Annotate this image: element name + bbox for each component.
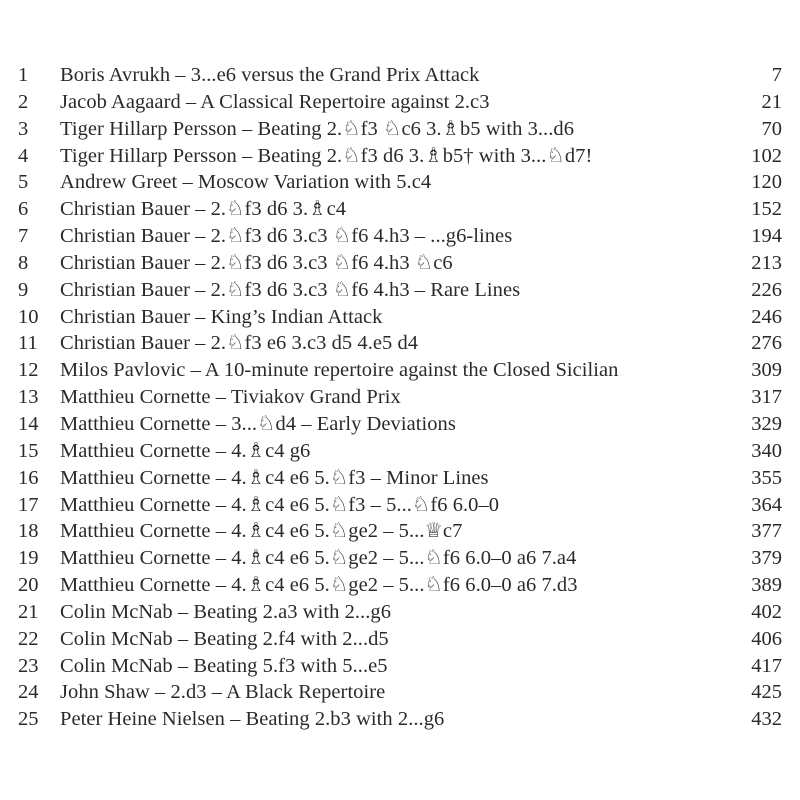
page-number: 7 xyxy=(771,64,782,86)
page-number: 364 xyxy=(751,493,782,516)
page-number: 425 xyxy=(751,681,782,704)
chapter-title: Jacob Aagaard – A Classical Repertoire against 2.c3 xyxy=(60,90,490,113)
page-number: 355 xyxy=(751,466,782,489)
page-number: 226 xyxy=(751,278,782,301)
page-number: 377 xyxy=(751,520,782,543)
toc-entry[interactable] xyxy=(0,599,800,626)
chapter-title: Christian Bauer – 2.♘f3 d6 3.c3 ♘f6 4.h3 – Rare Lines xyxy=(60,278,521,301)
toc-entry[interactable] xyxy=(0,89,800,116)
toc-entry[interactable] xyxy=(0,304,800,331)
chapter-number: 2 xyxy=(18,90,29,113)
chapter-number: 8 xyxy=(18,251,29,274)
chapter-title: Matthieu Cornette – 4.♗c4 e6 5.♘f3 – Minor Lines xyxy=(60,466,489,489)
page-number: 402 xyxy=(751,600,782,623)
chapter-number: 22 xyxy=(18,627,39,650)
chapter-title: Peter Heine Nielsen – Beating 2.b3 with 2...g6 xyxy=(60,708,445,731)
toc-entry[interactable] xyxy=(0,384,800,411)
chapter-title: Christian Bauer – King’s Indian Attack xyxy=(60,305,383,328)
page-number: 194 xyxy=(751,225,782,248)
chapter-number: 11 xyxy=(18,332,38,355)
chapter-number: 4 xyxy=(18,144,29,167)
chapter-number: 9 xyxy=(18,278,29,301)
chapter-title: Tiger Hillarp Persson – Beating 2.♘f3 d6 3.♗b5† with 3...♘d7! xyxy=(60,144,593,167)
chapter-title: Matthieu Cornette – Tiviakov Grand Prix xyxy=(60,386,401,409)
table-of-contents xyxy=(0,62,800,733)
toc-entry[interactable] xyxy=(0,411,800,438)
chapter-number: 23 xyxy=(18,654,39,677)
chapter-number: 19 xyxy=(18,547,39,570)
chapter-number: 10 xyxy=(18,305,39,328)
chapter-number: 5 xyxy=(18,171,29,194)
chapter-title: John Shaw – 2.d3 – A Black Repertoire xyxy=(60,681,386,704)
chapter-number: 6 xyxy=(18,198,29,221)
chapter-title: Matthieu Cornette – 4.♗c4 e6 5.♘ge2 – 5...♘f6 6.0–0 a6 7.a4 xyxy=(60,547,577,570)
page-number: 21 xyxy=(761,90,782,113)
chapter-number: 3 xyxy=(18,117,29,140)
toc-entry[interactable] xyxy=(0,626,800,653)
toc-entry[interactable] xyxy=(0,653,800,680)
chapter-number: 24 xyxy=(18,681,39,704)
chapter-title: Matthieu Cornette – 4.♗c4 e6 5.♘ge2 – 5...♘f6 6.0–0 a6 7.d3 xyxy=(60,574,578,597)
page-number: 70 xyxy=(761,117,782,140)
toc-entry[interactable] xyxy=(0,545,800,572)
toc-entry[interactable] xyxy=(0,518,800,545)
chapter-title: Christian Bauer – 2.♘f3 e6 3.c3 d5 4.e5 d4 xyxy=(60,332,419,355)
toc-entry[interactable] xyxy=(0,465,800,492)
chapter-number: 15 xyxy=(18,439,39,462)
toc-entry[interactable] xyxy=(0,572,800,599)
chapter-number: 25 xyxy=(18,708,39,731)
chapter-number: 1 xyxy=(18,64,29,86)
page-number: 276 xyxy=(751,332,782,355)
page-number: 246 xyxy=(751,305,782,328)
page-number: 406 xyxy=(751,627,782,650)
chapter-number: 20 xyxy=(18,574,39,597)
page-number: 102 xyxy=(751,144,782,167)
chapter-number: 18 xyxy=(18,520,39,543)
page-number: 152 xyxy=(751,198,782,221)
toc-entry[interactable] xyxy=(0,169,800,196)
chapter-title: Milos Pavlovic – A 10-minute repertoire against the Closed Sicilian xyxy=(60,359,619,382)
chapter-title: Colin McNab – Beating 2.f4 with 2...d5 xyxy=(60,627,389,650)
chapter-number: 17 xyxy=(18,493,39,516)
chapter-title: Christian Bauer – 2.♘f3 d6 3.♗c4 xyxy=(60,198,347,221)
chapter-number: 12 xyxy=(18,359,39,382)
chapter-number: 13 xyxy=(18,386,39,409)
toc-entry[interactable] xyxy=(0,250,800,277)
chapter-title: Matthieu Cornette – 4.♗c4 g6 xyxy=(60,439,311,462)
chapter-title: Andrew Greet – Moscow Variation with 5.c4 xyxy=(60,171,432,194)
page-number: 213 xyxy=(751,251,782,274)
toc-entry[interactable] xyxy=(0,438,800,465)
page-number: 309 xyxy=(751,359,782,382)
toc-entry[interactable] xyxy=(0,116,800,143)
chapter-title: Matthieu Cornette – 4.♗c4 e6 5.♘f3 – 5...♘f6 6.0–0 xyxy=(60,493,500,516)
chapter-number: 21 xyxy=(18,600,39,623)
chapter-title: Christian Bauer – 2.♘f3 d6 3.c3 ♘f6 4.h3 – ...g6-lines xyxy=(60,225,513,248)
toc-entry[interactable] xyxy=(0,330,800,357)
chapter-number: 14 xyxy=(18,412,39,435)
page-number: 340 xyxy=(751,439,782,462)
toc-entry[interactable] xyxy=(0,143,800,170)
chapter-title: Matthieu Cornette – 3...♘d4 – Early Deviations xyxy=(60,412,456,435)
page-number: 329 xyxy=(751,412,782,435)
chapter-title: Tiger Hillarp Persson – Beating 2.♘f3 ♘c6 3.♗b5 with 3...d6 xyxy=(60,117,574,140)
toc-entry[interactable] xyxy=(0,196,800,223)
page-number: 417 xyxy=(751,654,782,677)
toc-entry[interactable] xyxy=(0,277,800,304)
chapter-title: Colin McNab – Beating 5.f3 with 5...e5 xyxy=(60,654,388,677)
toc-entry[interactable] xyxy=(0,706,800,733)
chapter-title: Colin McNab – Beating 2.a3 with 2...g6 xyxy=(60,600,392,623)
chapter-title: Boris Avrukh – 3...e6 versus the Grand Prix Attack xyxy=(60,64,480,86)
page-number: 120 xyxy=(751,171,782,194)
page-number: 389 xyxy=(751,574,782,597)
chapter-title: Matthieu Cornette – 4.♗c4 e6 5.♘ge2 – 5...♕c7 xyxy=(60,520,463,543)
page-number: 432 xyxy=(751,708,782,731)
page-number: 379 xyxy=(751,547,782,570)
toc-entry[interactable] xyxy=(0,357,800,384)
toc-entry[interactable] xyxy=(0,679,800,706)
toc-entry[interactable] xyxy=(0,223,800,250)
chapter-number: 16 xyxy=(18,466,39,489)
chapter-number: 7 xyxy=(18,225,29,248)
toc-entry[interactable] xyxy=(0,492,800,519)
page-number: 317 xyxy=(751,386,782,409)
toc-entry[interactable] xyxy=(0,62,800,89)
chapter-title: Christian Bauer – 2.♘f3 d6 3.c3 ♘f6 4.h3 ♘c6 xyxy=(60,251,453,274)
